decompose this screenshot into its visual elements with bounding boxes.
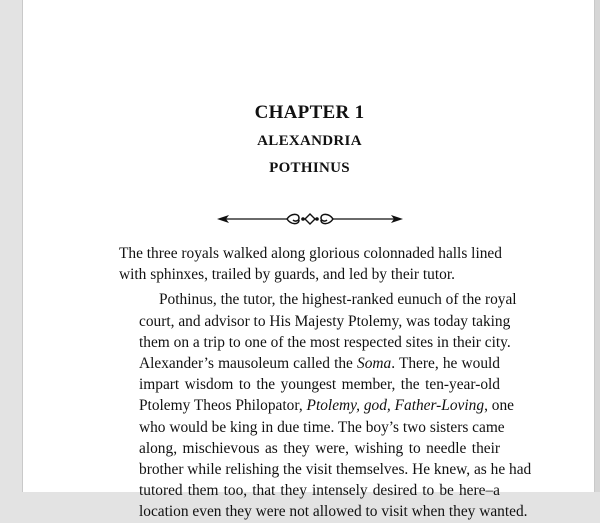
text-run: Alexander’s mausoleum called the: [139, 355, 358, 373]
text-line: brother while relishing the visit themselves. He knew, as he had: [139, 461, 532, 479]
text-run: , one: [484, 397, 514, 415]
italic-epithet: Ptolemy, god, Father-Loving: [306, 397, 485, 415]
chapter-body: [119, 243, 532, 523]
text-line: location even they were not allowed to visit when they wanted.: [139, 503, 528, 521]
chapter-pov-character: POTHINUS: [269, 160, 350, 176]
viewer-edge: [595, 0, 600, 492]
text-line: The three royals walked along glorious colonnaded halls lined: [119, 245, 502, 262]
text-line: impart wisdom to the youngest member, the ten-year-old: [139, 376, 500, 394]
italic-title: Soma: [357, 355, 392, 373]
text-line: who would be king in due time. The boy’s two sisters came: [139, 418, 505, 436]
chapter-number: CHAPTER 1: [254, 102, 365, 123]
scroll-divider-ornament-icon: [215, 210, 405, 228]
text-run: . There, he would: [391, 355, 500, 373]
paragraph: [119, 289, 532, 522]
text-line: court, and advisor to His Majesty Ptolemy, was today taking: [139, 312, 511, 330]
text-line: Pothinus, the tutor, the highest-ranked eunuch of the royal: [159, 291, 517, 309]
text-line: them on a trip to one of the most respected sites in their city.: [139, 333, 511, 351]
text-run: Ptolemy Theos Philopator,: [139, 397, 307, 415]
text-line: [119, 395, 514, 416]
text-line: with sphinxes, trailed by guards, and led by their tutor.: [119, 266, 455, 284]
text-line: along, mischievous as they were, wishing to needle their: [139, 439, 500, 457]
text-line: tutored them too, that they intensely desired to be here–a: [139, 482, 500, 500]
chapter-place: ALEXANDRIA: [257, 133, 362, 149]
paragraph: [119, 243, 500, 285]
book-page: [22, 0, 595, 521]
text-line: [119, 353, 500, 374]
